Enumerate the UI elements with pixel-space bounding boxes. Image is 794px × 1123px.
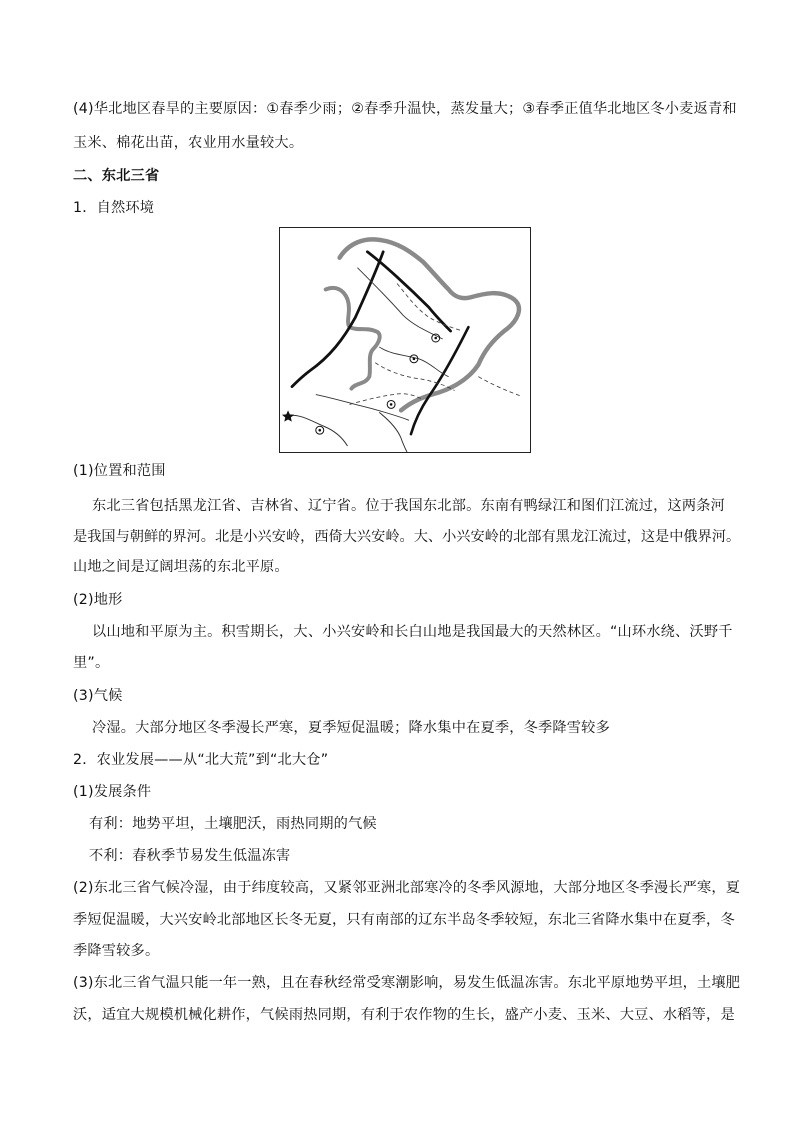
paragraph-agri-detail-1: (3)东北三省气温只能一年一熟，且在春秋经常受寒潮影响，易发生低温冻害。东北平原地势平坦，土壤肥 bbox=[73, 975, 741, 991]
paragraph-favorable: 有利：地势平坦，土壤肥沃，雨热同期的气候 bbox=[89, 816, 377, 832]
city-shenyang-icon bbox=[387, 400, 395, 408]
paragraph-climate-detail-2: 季短促温暖，大兴安岭北部地区长冬无夏，只有南部的辽东半岛冬季较短，东北三省降水集中在夏季，冬 bbox=[73, 912, 735, 928]
paragraph-terrain-1: 以山地和平原为主。积雪期长，大、小兴安岭和长白山地是我国最大的天然林区。“山环水绕、沃野千 bbox=[92, 624, 733, 640]
subsection-conditions: (1)发展条件 bbox=[73, 784, 152, 800]
river-2 bbox=[379, 347, 448, 377]
city-dalian-icon bbox=[316, 426, 324, 434]
subsection-location: (1)位置和范围 bbox=[73, 463, 166, 479]
subheading-natural-environment: 1．自然环境 bbox=[73, 200, 155, 216]
river-3 bbox=[316, 395, 409, 421]
paragraph-terrain-2: 里”。 bbox=[73, 655, 110, 671]
subsection-terrain: (2)地形 bbox=[73, 592, 123, 608]
paragraph-climate-detail-3: 季降雪较多。 bbox=[73, 943, 160, 959]
paragraph-climate: 冷湿。大部分地区冬季漫长严寒，夏季短促温暖；降水集中在夏季，冬季降雪较多 bbox=[92, 720, 610, 736]
northeast-map-figure bbox=[279, 227, 531, 453]
mongolia-border bbox=[326, 288, 380, 389]
city-changchun-icon bbox=[410, 355, 418, 363]
northeast-map-svg bbox=[280, 228, 530, 452]
paragraph-spring-drought-1: (4)华北地区春旱的主要原因：①春季少雨；②春季升温快，蒸发量大；③春季正值华北地区冬小麦返青和 bbox=[73, 101, 737, 117]
capital-star-icon bbox=[282, 410, 294, 421]
section-heading-northeast: 二、东北三省 bbox=[73, 168, 160, 184]
subsection-climate: (3)气候 bbox=[73, 688, 123, 704]
subheading-agriculture: 2．农业发展——从“北大荒”到“北大仓” bbox=[73, 752, 329, 768]
paragraph-location-3: 山地之间是辽阔坦荡的东北平原。 bbox=[73, 559, 289, 575]
paragraph-climate-detail-1: (2)东北三省气候冷湿，由于纬度较高，又紧邻亚洲北部寒冷的冬季风源地，大部分地区冬季漫长严寒，夏 bbox=[73, 880, 741, 896]
national-border bbox=[340, 239, 519, 410]
paragraph-location-2: 是我国与朝鲜的界河。北是小兴安岭，西倚大兴安岭。大、小兴安岭的北部有黑龙江流过，这是中俄界河。 bbox=[73, 529, 741, 545]
paragraph-agri-detail-2: 沃，适宜大规模机械化耕作，气候雨热同期，有利于农作物的生长，盛产小麦、玉米、大豆、水稻等，是 bbox=[73, 1007, 735, 1023]
paragraph-location-1: 东北三省包括黑龙江省、吉林省、辽宁省。位于我国东北部。东南有鸭绿江和图们江流过，这两条河 bbox=[92, 498, 726, 514]
paragraph-unfavorable: 不利：春秋季节易发生低温冻害 bbox=[89, 848, 291, 864]
neighbor-border-dashed bbox=[478, 377, 522, 397]
paragraph-spring-drought-2: 玉米、棉花出苗，农业用水量较大。 bbox=[73, 135, 304, 151]
